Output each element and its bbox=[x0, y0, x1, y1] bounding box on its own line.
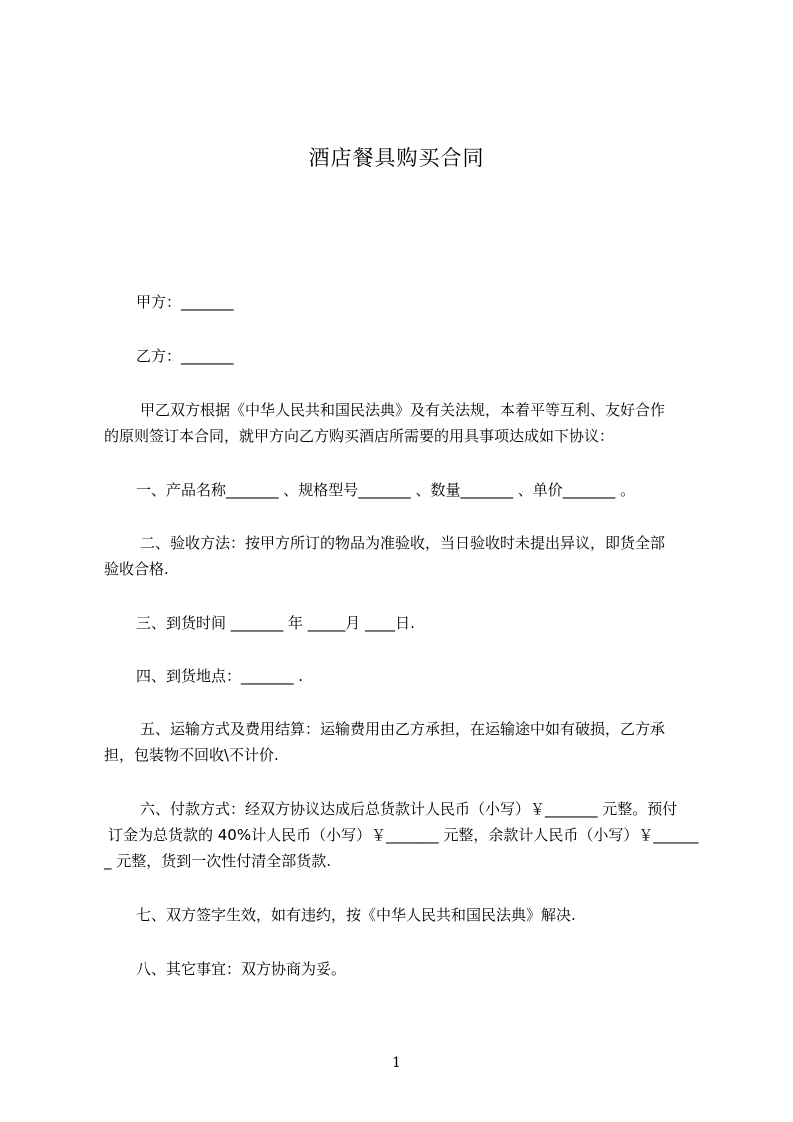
intro-line-1: 甲乙双方根据《中华人民共和国民法典》及有关法规，本着平等互利、友好合作 bbox=[140, 401, 666, 419]
clause-8: 八、其它事宜：双方协商为妥。 bbox=[136, 960, 347, 978]
clause-5-line-2: 担，包装物不回收\不计价. bbox=[104, 746, 279, 764]
clause-3-delivery-time: 三、到货时间 _______ 年 _____月 ____日. bbox=[136, 614, 415, 632]
clause-4-delivery-place: 四、到货地点：_______ . bbox=[136, 667, 304, 685]
party-b-line: 乙方：_______ bbox=[136, 347, 234, 365]
clause-7: 七、双方签字生效，如有违约，按《中华人民共和国民法典》解决. bbox=[136, 906, 576, 924]
clause-6-line-1: 六、付款方式：经双方协议达成后总货款计人民币（小写）￥_______ 元整。预付 bbox=[140, 800, 678, 818]
clause-5-line-1: 五、运输方式及费用结算：运输费用由乙方承担，在运输途中如有破损，乙方承 bbox=[140, 720, 666, 738]
party-a-line: 甲方：_______ bbox=[136, 293, 234, 311]
clause-2-line-1: 二、验收方法：按甲方所订的物品为准验收，当日验收时未提出异议，即货全部 bbox=[140, 534, 666, 552]
document-title: 酒店餐具购买合同 bbox=[308, 146, 485, 170]
page-number: 1 bbox=[392, 1055, 401, 1071]
clause-6-line-2: 订金为总货款的 40%计人民币（小写）￥_______ 元整，余款计人民币（小写）￥______ bbox=[108, 826, 699, 844]
clause-1-product: 一、产品名称_______ 、规格型号_______ 、数量_______ 、单价_______ 。 bbox=[136, 481, 636, 499]
intro-line-2: 的原则签订本合同，就甲方向乙方购买酒店所需要的用具事项达成如下协议： bbox=[104, 427, 615, 445]
clause-2-line-2: 验收合格. bbox=[104, 560, 169, 578]
clause-6-line-3: _ 元整，货到一次性付清全部货款. bbox=[104, 852, 332, 870]
